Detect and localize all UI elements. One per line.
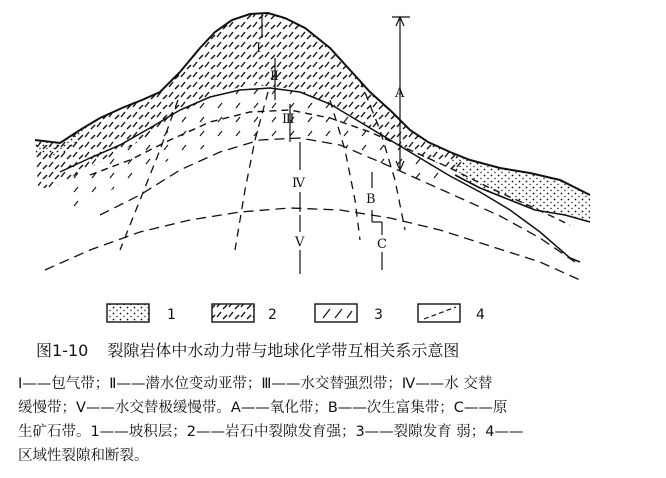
- legend-swatch-1: [107, 304, 149, 322]
- legend-swatch-2: [212, 304, 254, 322]
- zone-label-i: Ⅰ: [256, 41, 262, 56]
- zone-label-ii: Ⅱ: [270, 69, 279, 84]
- zone-label-b: B: [366, 192, 376, 207]
- legend: [107, 304, 485, 323]
- notes-line-3: 生矿石带。1——坡积层；2——岩石中裂隙发育强；3——裂隙发育 弱；4——: [18, 424, 524, 440]
- legend-number-3: 3: [374, 307, 383, 323]
- figure-title: 裂隙岩体中水动力带与地球化学带互相关系示意图: [107, 341, 460, 360]
- figure-caption: [36, 338, 656, 361]
- zone-label-a: A: [395, 86, 405, 101]
- zone-label-v: Ⅴ: [295, 235, 305, 250]
- zone-label-iv: Ⅳ: [292, 176, 305, 191]
- figure-notes: [18, 372, 648, 468]
- legend-swatch-4-dash: [424, 307, 456, 319]
- zone-label-iii: Ⅲ: [282, 112, 295, 127]
- notes-line-2: 缓慢带；Ⅴ——水交替极缓慢带。A——氧化带；B——次生富集带；C——原: [18, 400, 508, 416]
- notes-line-4: 区域性裂隙和断裂。: [18, 448, 149, 464]
- notes-line-1: Ⅰ——包气带；Ⅱ——潜水位变动亚带；Ⅲ——水交替强烈带；Ⅳ——水 交替: [18, 376, 493, 392]
- zone-label-c: C: [377, 237, 387, 252]
- legend-swatch-3-hatch: [323, 309, 352, 318]
- legend-number-1: 1: [167, 307, 176, 323]
- legend-number-4: 4: [476, 307, 485, 323]
- legend-number-2: 2: [268, 307, 277, 323]
- arch-boundary-deep: [45, 208, 580, 280]
- figure-number: 图1-10: [36, 341, 89, 360]
- weak-fissure-zone: [60, 88, 450, 210]
